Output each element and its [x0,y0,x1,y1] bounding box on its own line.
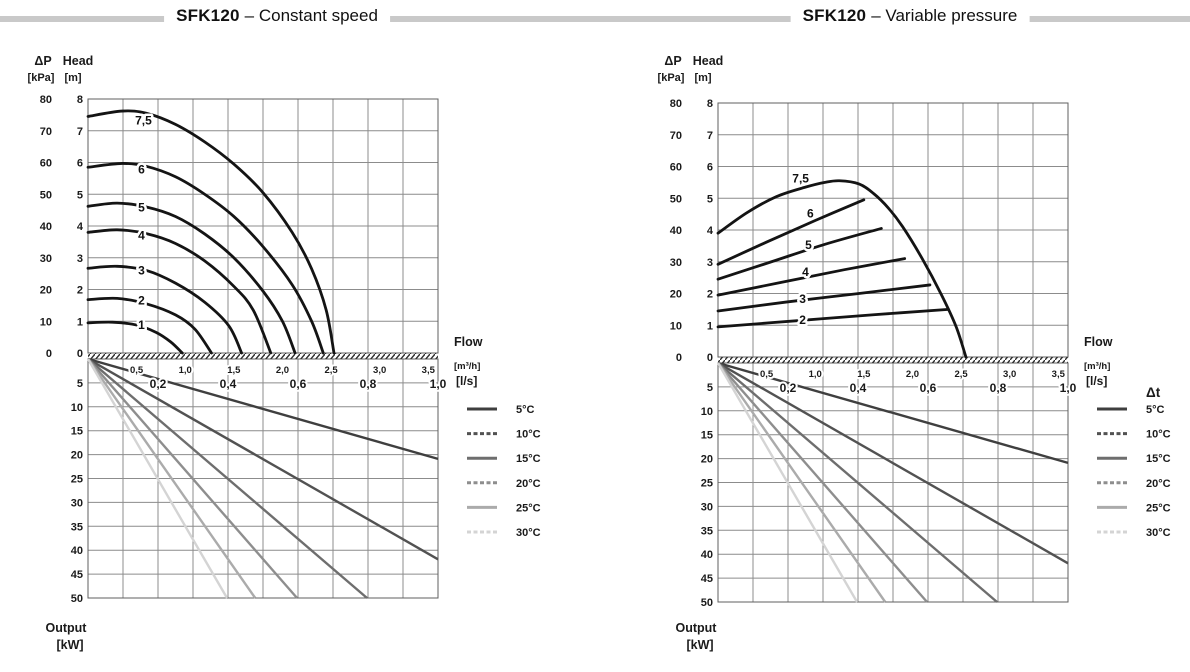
m3h-tick-label: 0,5 [760,369,774,380]
legend-label-25°C: 25°C [1146,502,1171,515]
m3h-tick-label: 3,5 [1051,369,1065,380]
head-tick-label: 5 [706,193,713,206]
pump-curve-label: 3 [799,292,806,307]
legend-label-20°C: 20°C [516,477,541,490]
head-tick-label: 4 [76,221,83,233]
kpa-tick-label: 80 [669,98,682,110]
head-tick-label: 2 [706,288,713,301]
ls-tick-label: 0,4 [219,377,237,391]
head-tick-label: 2 [76,284,83,297]
kpa-tick-label: 10 [669,320,682,333]
kw-tick-label: 50 [70,593,83,605]
m-unit-label: [m] [64,72,82,84]
x-tick-labels [760,369,1077,395]
legend-label-25°C: 25°C [516,502,541,515]
dt-legend-header: Δt [1146,385,1161,400]
head-tick-label: 6 [76,157,83,170]
kw-tick-label: 15 [700,429,713,442]
m3h-tick-label: 3,0 [1003,369,1017,380]
pump-curve-label: 5 [805,238,812,253]
kpa-unit-label: [kPa] [27,72,55,84]
head-tick-label: 4 [706,225,713,237]
legend-label-10°C: 10°C [516,428,541,441]
head-tick-label: 8 [76,94,83,106]
y-tick-labels [670,98,714,609]
ls-tick-label: 0,2 [149,377,167,391]
head-tick-label: 8 [706,98,713,110]
kpa-tick-label: 0 [45,348,52,360]
kpa-tick-label: 30 [669,256,682,269]
ls-tick-label: 1,0 [1059,381,1077,395]
kw-tick-label: 15 [70,425,83,438]
m-unit-label: [m] [694,72,712,84]
output-axis-label: Output [45,621,87,635]
m3h-tick-label: 2,5 [954,369,968,380]
flow-axis-label: Flow [1084,335,1113,349]
m3h-unit-label: [m³/h] [1084,361,1111,372]
pump-curve-label: 4 [138,228,145,243]
head-axis-label: Head [692,54,724,68]
kw-tick-label: 45 [700,573,713,586]
pump-curve-1 [88,322,182,353]
m3h-tick-label: 3,5 [421,365,435,376]
head-tick-label: 7 [706,129,713,142]
kpa-tick-label: 70 [669,129,682,142]
m3h-tick-label: 2,0 [905,369,920,380]
pump-curve-label: 2 [138,293,145,308]
mode-name: – Variable pressure [871,6,1018,25]
chart-panel-constant-speed [40,94,541,605]
kw-tick-label: 25 [700,477,713,490]
kpa-tick-label: 20 [39,284,52,297]
kw-tick-label: 20 [700,453,713,466]
m3h-tick-label: 1,0 [808,369,822,380]
kpa-tick-label: 80 [39,94,52,106]
kw-tick-label: 5 [706,381,713,394]
legend-label-5°C: 5°C [516,404,535,416]
kw-tick-label: 40 [70,545,83,558]
pump-curve-label: 5 [138,200,145,215]
output-axis-label: Output [675,621,717,635]
head-axis-label: Head [62,54,94,68]
grid [718,103,1068,602]
head-tick-label: 7 [76,125,83,138]
kpa-tick-label: 50 [39,189,52,202]
kw-tick-label: 50 [700,597,713,609]
head-tick-label: 3 [76,252,83,265]
pump-curve-label: 6 [807,206,814,221]
legend-label-20°C: 20°C [1146,477,1171,490]
m3h-tick-label: 3,0 [373,365,387,376]
ls-tick-label: 1,0 [429,377,447,391]
legend-label-5°C: 5°C [1146,404,1165,416]
legend-label-30°C: 30°C [1146,527,1171,539]
pump-curve-label: 1 [138,318,145,333]
kpa-tick-label: 50 [669,193,682,206]
pump-curve-label: 2 [799,313,806,328]
head-tick-label: 3 [706,256,713,269]
pump-curves [88,111,334,353]
legend-label-30°C: 30°C [516,527,541,539]
kpa-tick-label: 40 [39,221,52,233]
kpa-tick-label: 60 [39,157,52,170]
kw-tick-label: 10 [70,401,83,414]
kw-tick-label: 40 [700,549,713,562]
pump-curve-label: 6 [138,162,145,177]
kpa-unit-label: [kPa] [657,72,685,84]
model-name: SFK120 [176,6,240,25]
ls-tick-label: 0,4 [849,381,867,395]
kw-tick-label: 30 [700,501,713,514]
head-tick-label: 5 [76,189,83,202]
zero-axis-hatch-bar [88,353,438,359]
kpa-tick-label: 0 [675,352,682,364]
ls-unit-label: [l/s] [456,374,478,388]
head-tick-label: 6 [706,161,713,174]
ls-unit-label: [l/s] [1086,374,1108,388]
m3h-tick-label: 1,5 [857,369,871,380]
kpa-tick-label: 20 [669,288,682,301]
pump-curve-label: 4 [802,264,809,279]
chart-panel-variable-pressure [670,98,1171,609]
x-tick-labels [130,365,447,391]
m3h-tick-label: 0,5 [130,365,144,376]
legend [1097,385,1171,539]
ls-tick-label: 0,8 [359,377,377,391]
kpa-tick-label: 10 [39,316,52,329]
kw-tick-label: 5 [76,377,83,390]
pump-curve-7,5 [88,111,334,353]
dp-axis-label: ΔP [34,54,52,68]
model-name: SFK120 [802,6,867,25]
dp-axis-label: ΔP [664,54,682,68]
pump-curve-4 [718,259,905,296]
kpa-tick-label: 30 [39,252,52,265]
zero-axis-hatch-bar [718,357,1068,363]
y-tick-labels [40,94,84,605]
legend-label-10°C: 10°C [1146,428,1171,441]
pump-curves [718,181,966,357]
pump-curve-label: 7,5 [792,171,809,186]
flow-axis-label: Flow [454,335,483,349]
head-tick-label: 0 [76,348,83,360]
m3h-tick-label: 1,5 [227,365,241,376]
kw-unit-label: [kW] [686,638,714,652]
kw-tick-label: 35 [70,521,83,534]
ls-tick-label: 0,2 [779,381,797,395]
kpa-tick-label: 40 [669,225,682,237]
pump-curve-label: 7,5 [135,113,152,128]
head-tick-label: 0 [706,352,713,364]
kw-tick-label: 30 [70,497,83,510]
kw-tick-label: 45 [70,569,83,582]
kw-tick-label: 20 [70,449,83,462]
kpa-tick-label: 60 [669,161,682,174]
legend [467,404,541,539]
mode-name: – Constant speed [244,6,378,25]
kw-tick-label: 10 [700,405,713,418]
head-tick-label: 1 [76,316,83,329]
legend-label-15°C: 15°C [1146,453,1171,466]
legend-label-15°C: 15°C [516,453,541,466]
kpa-tick-label: 70 [39,125,52,138]
kw-tick-label: 35 [700,525,713,538]
m3h-tick-label: 1,0 [178,365,192,376]
pump-curve-4 [88,230,271,353]
head-tick-label: 1 [706,320,713,333]
ls-tick-label: 0,6 [289,377,307,391]
m3h-tick-label: 2,0 [275,365,290,376]
pump-curve-label: 3 [138,263,145,278]
m3h-unit-label: [m³/h] [454,361,481,372]
m3h-tick-label: 2,5 [324,365,338,376]
ls-tick-label: 0,6 [919,381,937,395]
ls-tick-label: 0,8 [989,381,1007,395]
kw-tick-label: 25 [70,473,83,486]
kw-unit-label: [kW] [56,638,84,652]
